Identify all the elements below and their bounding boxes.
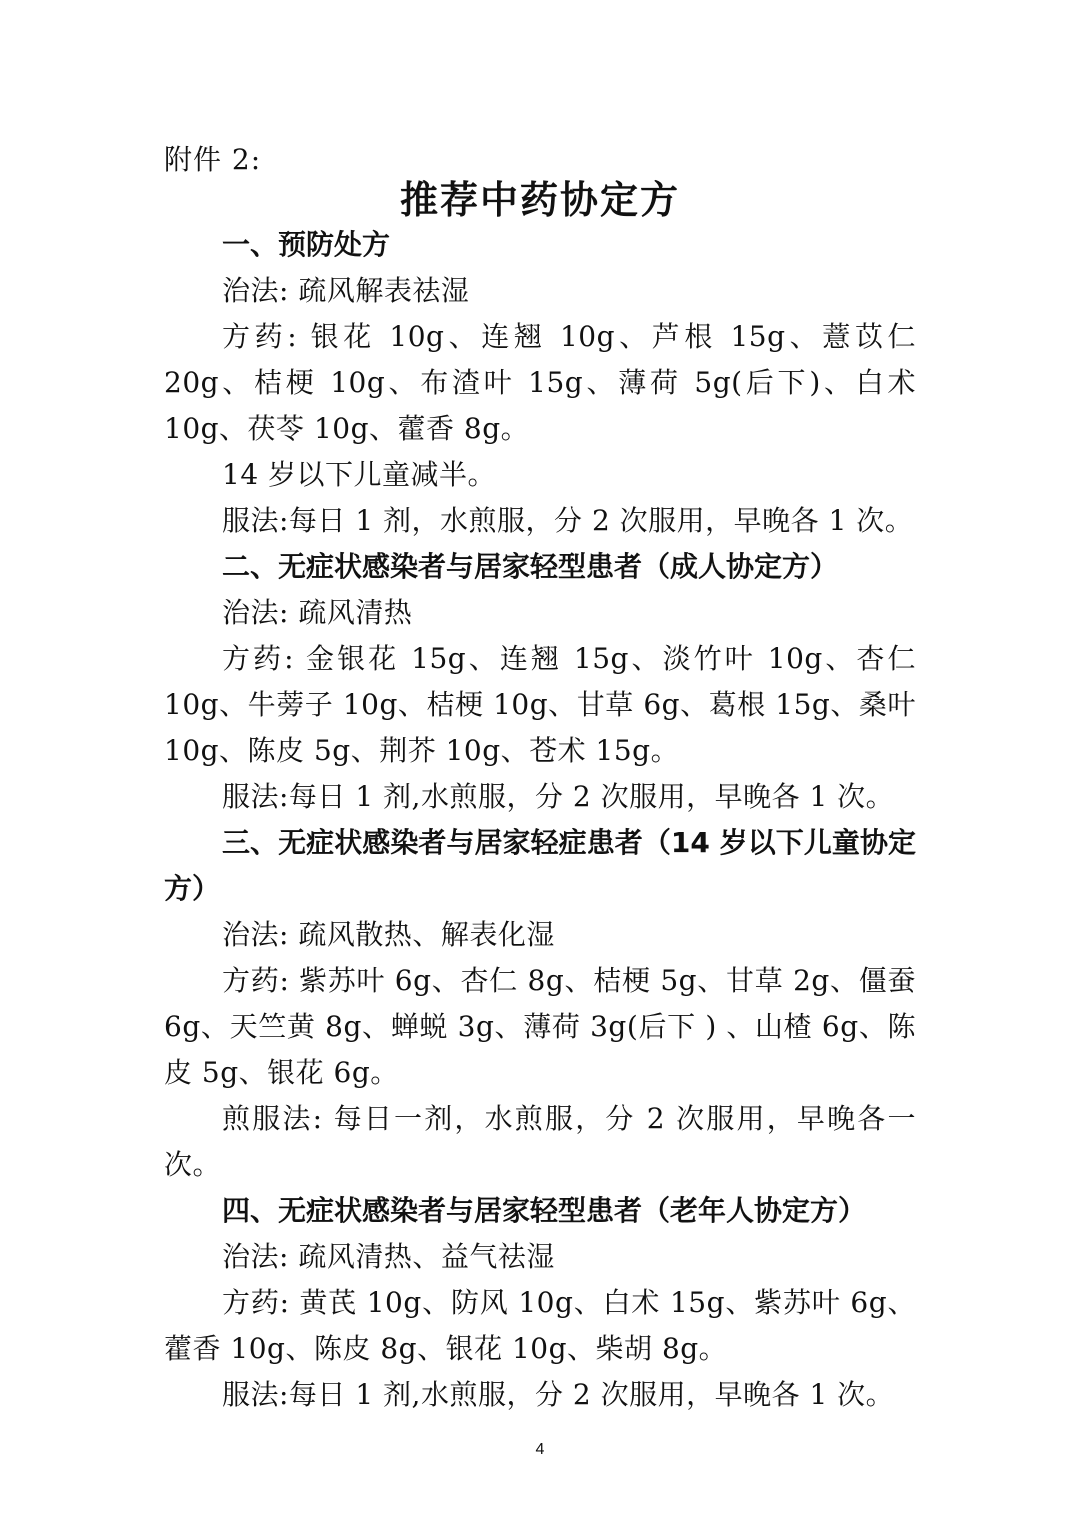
prescription: 方药: 紫苏叶 6g、杏仁 8g、桔梗 5g、甘草 2g、僵蚕 6g、天竺黄 8g、蝉蜕 3g、薄荷 3g(后下 ) 、山楂 6g、陈皮 5g、银花 6g。	[164, 964, 916, 1089]
usage-instructions: 煎服法: 每日一剂，水煎服，分 2 次服用，早晚各一次。	[164, 1102, 916, 1181]
prescription: 方药: 金银花 15g、连翘 15g、淡竹叶 10g、杏仁 10g、牛蒡子 10g、桔梗 10g、甘草 6g、葛根 15g、桑叶 10g、陈皮 5g、荆芥 10g、苍术 15g。	[164, 642, 916, 767]
section-heading: 一、预防处方	[222, 228, 391, 261]
usage-instructions: 服法:每日 1 剂，水煎服，分 2 次服用，早晚各 1 次。	[222, 504, 914, 537]
prescription: 方药: 银花 10g、连翘 10g、芦根 15g、薏苡仁 20g、桔梗 10g、布渣叶 15g、薄荷 5g(后下)、白术 10g、茯苓 10g、藿香 8g。	[164, 320, 916, 445]
treatment-method: 治法: 疏风解表祛湿	[222, 274, 470, 307]
treatment-method: 治法: 疏风清热	[222, 596, 413, 629]
page-number: 4	[535, 1441, 545, 1458]
attachment-label: 附件 2:	[164, 143, 262, 176]
usage-instructions: 服法:每日 1 剂,水煎服，分 2 次服用，早晚各 1 次。	[222, 1378, 895, 1411]
section-prevention	[164, 222, 916, 544]
section-heading: 二、无症状感染者与居家轻型患者（成人协定方）	[222, 550, 839, 583]
section-heading: 三、无症状感染者与居家轻症患者（14 岁以下儿童协定方）	[164, 826, 916, 905]
treatment-method: 治法: 疏风散热、解表化湿	[222, 918, 555, 951]
treatment-method: 治法: 疏风清热、益气祛湿	[222, 1240, 555, 1273]
prescription: 方药: 黄芪 10g、防风 10g、白术 15g、紫苏叶 6g、藿香 10g、陈皮 8g、银花 10g、柴胡 8g。	[164, 1286, 916, 1365]
usage-instructions: 服法:每日 1 剂,水煎服，分 2 次服用，早晚各 1 次。	[222, 780, 895, 813]
document-title: 推荐中药协定方	[399, 178, 680, 222]
document-content	[164, 222, 916, 1418]
section-elderly	[164, 1188, 916, 1418]
section-heading: 四、无症状感染者与居家轻型患者（老年人协定方）	[222, 1194, 867, 1227]
section-children	[164, 820, 916, 1188]
dosage-note: 14 岁以下儿童减半。	[222, 458, 497, 491]
section-adult	[164, 544, 916, 820]
